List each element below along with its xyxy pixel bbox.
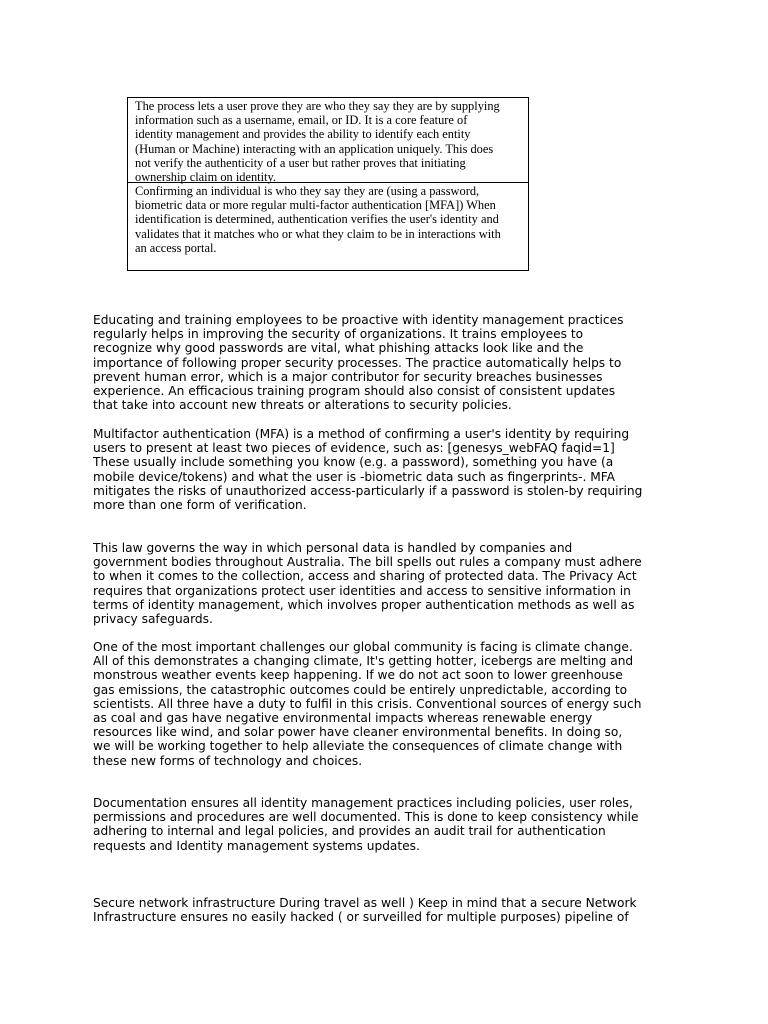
definitions-table [127, 97, 529, 271]
training-paragraph: Educating and training employees to be proactive with identity management practices regularly helps in improving the security of organizations. It trains employees to recognize why good passwords are vital, what phishing attacks look like and the importance of following proper security processes. The practice automatically helps to prevent human error, which is a major contributor for security breaches businesses experience. An efficacious training program should also consist of consistent updates that take into account new threats or alterations to security policies. [93, 313, 624, 413]
privacy-act-paragraph: This law governs the way in which personal data is handled by companies and government bodies throughout Australia. The bill spells out rules a company must adhere to when it comes to the collection, access and sharing of protected data. The Privacy Act requires that organizations protect user identities and access to sensitive information in terms of identity management, which involves proper authentication methods as well as privacy safeguards. [93, 541, 642, 627]
documentation-paragraph: Documentation ensures all identity management practices including policies, user roles, permissions and procedures are well documented. This is done to keep consistency while adhering to internal and legal policies, and provides an audit trail for authentication requests and Identity management systems updates. [93, 796, 639, 853]
mfa-paragraph: Multifactor authentication (MFA) is a method of confirming a user's identity by requiring users to present at least two pieces of evidence, such as: [genesys_webFAQ faqid=1] These usually include something you know (e.g. a password), something you have (a mobile device/tokens) and what the user is -biometric data such as fingerprints-. MFA mitigates the risks of unauthorized access-particularly if a password is stolen-by requiring more than one form of verification. [93, 427, 643, 513]
identification-definition-cell [128, 98, 528, 185]
identification-definition-text: The process lets a user prove they are who they say they are by supplying information such as a username, email, or ID. It is a core feature of identity management and provides the ability to identify each entity (Human or Machine) interacting with an application uniquely. This does not verify the authenticity of a user but rather proves that initiating ownership claim on identity. [135, 99, 500, 185]
network-infrastructure-paragraph: Secure network infrastructure During travel as well ) Keep in mind that a secure Network Infrastructure ensures no easily hacked ( or surveilled for multiple purposes) pipeline of [93, 896, 637, 925]
authentication-definition-cell [128, 182, 528, 270]
authentication-definition-text: Confirming an individual is who they say they are (using a password, biometric data or more regular multi-factor authentication [MFA]) When identification is determined, authentication verifies the user's identity and validates that it matches who or what they claim to be in interactions with an access portal. [135, 184, 501, 255]
climate-change-paragraph: One of the most important challenges our global community is facing is climate change. All of this demonstrates a changing climate, It's getting hotter, icebergs are melting and monstrous weather events keep happening. If we do not act soon to lower greenhouse gas emissions, the catastrophic outcomes could be entirely unpredictable, according to scientists. All three have a duty to fulfil in this crisis. Conventional sources of energy such as coal and gas have negative environmental impacts whereas renewable energy resources like wind, and solar power have cleaner environmental benefits. In doing so, we will be working together to help alleviate the consequences of climate change with these new forms of technology and choices. [93, 640, 642, 768]
